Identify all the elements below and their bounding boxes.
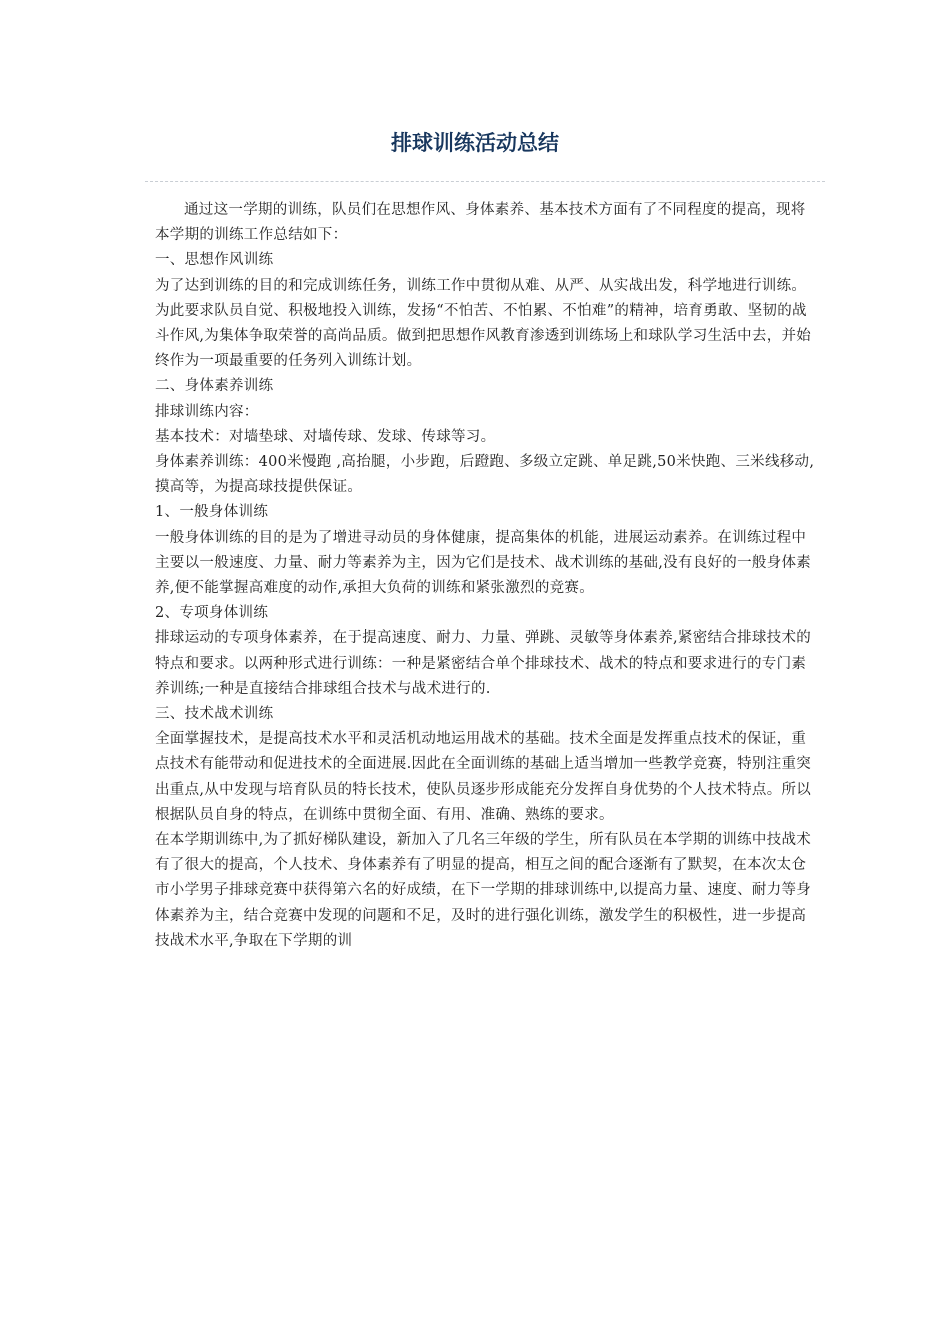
body-paragraph: 在本学期训练中,为了抓好梯队建设，新加入了几名三年级的学生，所有队员在本学期的训练中技战术有了很大的提高，个人技术、身体素养有了明显的提高，相互之间的配合逐渐有了默契，在本次太仓市小学男子排球竞赛中获得第六名的好成绩，在下一学期的排球训练中,以提高力量、速度、耐力等身体素养为主，结合竞赛中发现的问题和不足，及时的进行强化训练，激发学生的积极性，进一步提高技战术水平,争取在下学期的训 [155, 832, 812, 949]
subsection-heading: 1、一般身体训练 [155, 504, 269, 521]
body-paragraph: 排球训练内容： [155, 403, 259, 420]
section-heading: 二、身体素养训练 [155, 378, 274, 395]
body-paragraph: 为了达到训练的目的和完成训练任务，训练工作中贯彻从难、从严、从实战出发，科学地进行训练。为此要求队员自觉、积极地投入训练，发扬“不怕苦、不怕累、不怕难”的精神，培育勇敢、坚韧的战斗作风,为集体争取荣誉的高尚品质。做到把思想作风教育渗透到训练场上和球队学习生活中去，并始终作为一项最重要的任务列入训练计划。 [155, 277, 812, 370]
body-paragraph: 全面掌握技术，是提高技术水平和灵活机动地运用战术的基础。技术全面是发挥重点技术的保证，重点技术有能带动和促进技术的全面进展.因此在全面训练的基础上适当增加一些教学竞赛，特别注重突出重点,从中发现与培育队员的特长技术，使队员逐步形成能充分发挥自身优势的个人技术特点。所以根据队员自身的特点，在训练中贯彻全面、有用、准确、熟练的要求。 [155, 731, 812, 823]
intro-paragraph: 通过这一学期的训练，队员们在思想作风、身体素养、基本技术方面有了不同程度的提高，现将本学期的训练工作总结如下： [155, 202, 806, 244]
body-paragraph: 一般身体训练的目的是为了增进寻动员的身体健康，提高集体的机能，进展运动素养。在训练过程中主要以一般速度、力量、耐力等素养为主，因为它们是技术、战术训练的基础,没有良好的一般身体素养,便不能掌握高难度的动作,承担大负荷的训练和紧张激烈的竞赛。 [155, 529, 812, 597]
section-heading: 三、技术战术训练 [155, 706, 274, 723]
body-paragraph: 排球运动的专项身体素养，在于提高速度、耐力、力量、弹跳、灵敏等身体素养,紧密结合排球技术的特点和要求。以两种形式进行训练：一种是紧密结合单个排球技术、战术的特点和要求进行的专门素养训练;一种是直接结合排球组合技术与战术进行的. [155, 630, 812, 697]
body-paragraph: 身体素养训练：400米慢跑 ,高抬腿，小步跑，后蹬跑、多级立定跳、单足跳,50米快跑、三米线移动,摸高等，为提高球技提供保证。 [155, 454, 815, 496]
document-title: 排球训练活动总结 [391, 130, 559, 155]
title-divider [145, 181, 825, 182]
section-heading: 一、思想作风训练 [155, 252, 274, 269]
document-body [155, 198, 819, 954]
subsection-heading: 2、专项身体训练 [155, 605, 269, 622]
body-paragraph: 基本技术：对墙垫球、对墙传球、发球、传球等习。 [155, 428, 496, 445]
